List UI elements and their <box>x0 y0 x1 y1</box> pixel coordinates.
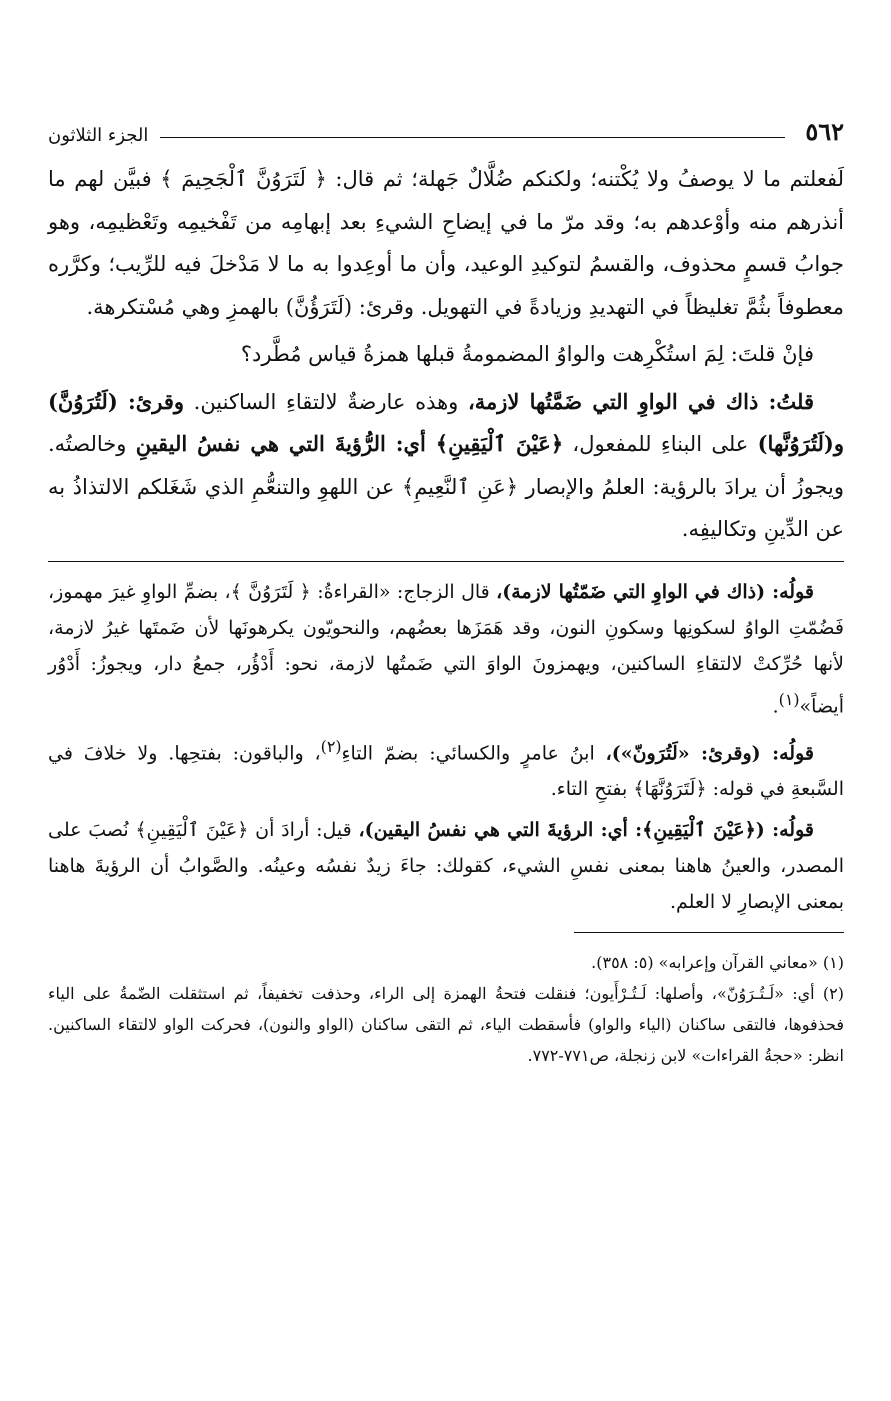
commentary-2-rest: ابنُ عامرٍ والكسائي: بضمّ التاءِ <box>341 742 606 765</box>
main-paragraph-1: لَفعلتم ما لا يوصفُ ولا يُكْتنه؛ ولكنكم ضُلَّالٌ جَهلة؛ ثم قال: ﴿ لَتَرَوُنَّ ٱلْجَحِيمَ ﴾ فبيَّن لهم ما أنذرهم منه وأوْعدهم به؛ وقد مرّ ما في إيضاحِ الشيءِ بعد إبهامِه من تَفْخيمِه وتَعْظيمِه، وهو جوابُ قسمٍ محذوف، والقسمُ لتوكيدِ الوعيد، وأن ما أوعِدوا به ما لا مَدْخلَ فيه للرِّيب؛ وكرَّره معطوفاً بثُمَّ تغليظاً في التهديدِ وزيادةً في التهويل. وقرئ: (لَتَرَؤُنَّ) بالهمزِ وهي مُسْتكرهة. <box>48 167 844 319</box>
commentary-paragraph-3 <box>48 812 844 920</box>
footnote-2: (٢) أي: «لَـتُـرَوُنّ»، وأصلها: لَـتُـرْأَيون؛ فنقلت فتحةُ الهمزة إلى الراء، وحذفت تخفيفاً، ثم استثقلت الضّمةُ على الياء فحذفوها، فالتقى ساكنان (الياء والواو) فأسقطت الياء، ثم التقى ساكنان (الواو والنون)، فحركت الواو لالتقاء الساكنين. انظر: «حجةُ القراءات» لابن زنجلة، ص٧٧١-٧٧٢. <box>48 984 844 1066</box>
footnote-1: (١) «معاني القرآن وإعرابه» (٥: ٣٥٨). <box>591 953 844 973</box>
book-page <box>48 110 844 1071</box>
footnotes <box>48 947 844 1071</box>
page-number: ٥٦٢ <box>805 117 844 146</box>
main-paragraph-3 <box>48 381 844 551</box>
main-p3-lead: قلتُ: ذاك في الواوِ التي ضَمَّتُها لازمة، <box>467 388 814 414</box>
commentary-1-rest: قال الزجاج: «القراءةُ: ﴿ لَتَرَوُنَّ ﴾، بضمِّ الواوِ غيرَ مهموز، فَضُمّتِ الواوُ لسكونِها وسكونِ النون، وقد هَمَزَها بعضُهم، والنحويّون يكرهونَها لأن ضَمتَها غيرُ لازمة، لأنها حُرِّكتْ لالتقاءِ الساكنين، ويهمزونَ الواوَ التي ضَمتُها لازمة، نحو: أَدْؤُر، جمعُ دار، ويجوزُ: أَدْوُر أيضاً» <box>48 580 844 717</box>
header-rule <box>160 137 785 138</box>
commentary-1-end: . <box>772 694 779 717</box>
commentary-2-end: ، والباقون: بفتحِها. ولا خلافَ في السَّبعةِ في قوله: ﴿لَتَرَوُنَّهَا﴾ بفتحِ التاء. <box>48 742 844 801</box>
commentary-paragraph-2 <box>48 729 844 807</box>
footnote-separator <box>574 932 844 933</box>
main-p3-qara: وقرئ: (لَتُرَوُنَّ) و(لَتُرَوُنَّها) <box>48 388 845 456</box>
footnote-ref-2: (٢) <box>320 736 342 756</box>
footnote-ref-1: (١) <box>778 689 800 709</box>
commentary-separator <box>48 561 844 562</box>
main-p3-mid1: وهذه عارضةٌ لالتقاءِ الساكنين. <box>184 389 468 414</box>
main-p3-mid2: على البناءِ للمفعول، <box>563 432 758 456</box>
commentary-text <box>48 574 844 921</box>
main-p3-rest: وخالصتُه. ويجوزُ أن يرادَ بالرؤية: العلمُ والإبصار ﴿عَنِ ٱلنَّعِيمِ﴾ عن اللهوِ والتنعُّمِ الذي شَغَلكم الالتذاذُ به عن الدِّينِ وتكاليفِه. <box>48 432 844 541</box>
main-paragraph-2: فإنْ قلتَ: لِمَ استُكْرِهت والواوُ المضمومةُ قبلها همزةُ قياس مُطَّرد؟ <box>240 342 814 366</box>
commentary-3-lead: قولُه: (﴿عَيْنَ ٱلْيَقِينِ﴾: أي: الرؤيةَ التي هي نفسُ اليقين)، <box>358 819 814 842</box>
main-text <box>48 158 844 551</box>
page-header <box>48 110 844 146</box>
part-title: الجزء الثلاثون <box>48 125 149 146</box>
main-p3-ayn: ﴿عَيْنَ ٱلْيَقِينِ﴾ أي: الرُّؤيةَ التي هي نفسُ اليقينِ <box>135 431 564 456</box>
commentary-paragraph-1 <box>48 574 844 724</box>
commentary-1-lead: قولُه: (ذاك في الواوِ التي ضَمّتُها لازمة)، <box>496 580 814 603</box>
commentary-2-lead: قولُه: (وقرئ: «لَتُرَونّ»)، <box>605 742 814 765</box>
commentary-3-rest: قيل: أرادَ أن ﴿عَيْنَ ٱلْيَقِينِ﴾ نُصبَ على المصدر، والعينُ هاهنا بمعنى نفسِ الشيء، كقولك: جاءَ زيدٌ نفسُه وعينُه. والصَّوابُ أن الرؤيةَ هاهنا بمعنى الإبصارِ لا العلم. <box>48 819 844 914</box>
